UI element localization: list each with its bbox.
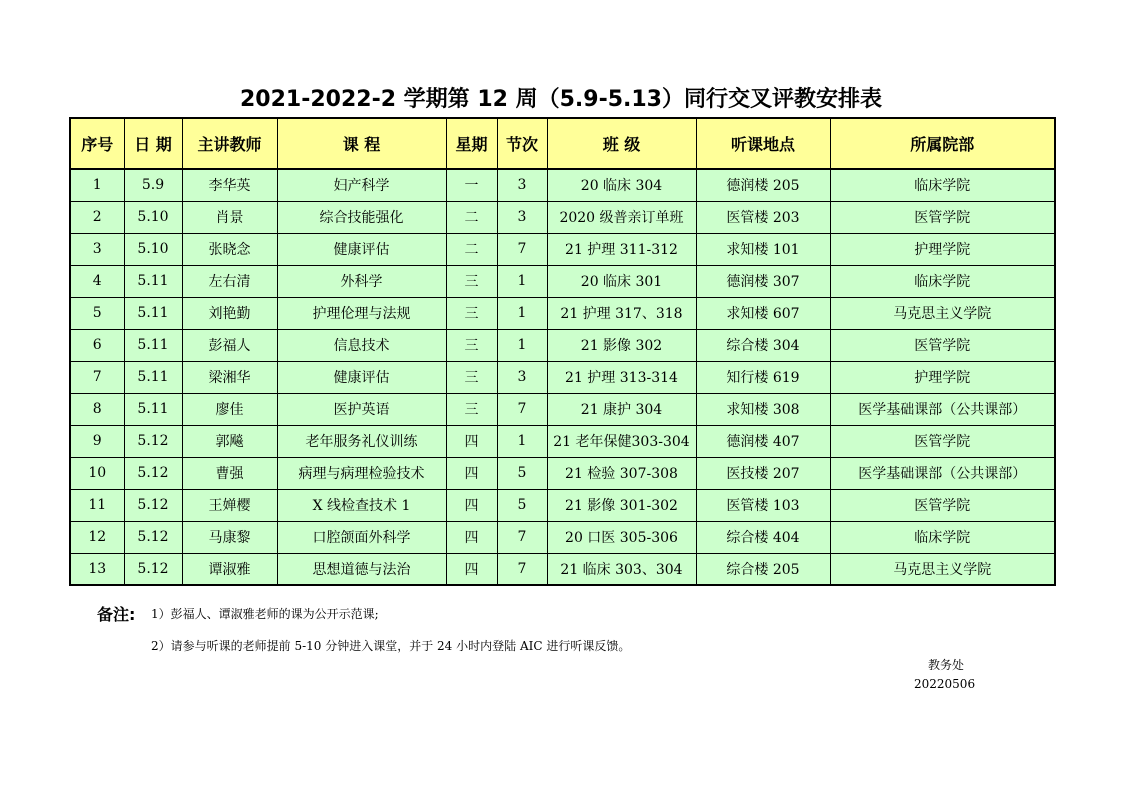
cell-course: 病理与病理检验技术 [277, 457, 446, 489]
cell-weekday: 三 [446, 361, 497, 393]
table-row [70, 201, 1055, 233]
cell-course: 思想道德与法治 [277, 553, 446, 585]
cell-department: 临床学院 [830, 265, 1055, 297]
cell-index: 7 [70, 361, 124, 393]
cell-date: 5.11 [124, 329, 182, 361]
cell-class: 20 临床 301 [547, 265, 696, 297]
cell-weekday: 四 [446, 489, 497, 521]
header-course: 课 程 [277, 118, 446, 169]
cell-department: 医学基础课部（公共课部） [830, 393, 1055, 425]
note-item-2: 2）请参与听课的老师提前 5-10 分钟进入课堂，并于 24 小时内登陆 AIC 进行听课反馈。 [151, 639, 631, 653]
cell-teacher: 左右清 [182, 265, 277, 297]
cell-index: 3 [70, 233, 124, 265]
table-row [70, 553, 1055, 585]
cell-date: 5.9 [124, 169, 182, 201]
header-location: 听课地点 [696, 118, 830, 169]
cell-weekday: 四 [446, 553, 497, 585]
cell-location: 医管楼 203 [696, 201, 830, 233]
cell-period: 3 [497, 361, 547, 393]
table-row [70, 489, 1055, 521]
cell-location: 医管楼 103 [696, 489, 830, 521]
cell-weekday: 三 [446, 265, 497, 297]
cell-department: 马克思主义学院 [830, 553, 1055, 585]
header-index: 序号 [70, 118, 124, 169]
cell-department: 护理学院 [830, 233, 1055, 265]
cell-period: 5 [497, 457, 547, 489]
cell-department: 医管学院 [830, 489, 1055, 521]
issue-date: 20220506 [914, 677, 976, 691]
cell-period: 7 [497, 233, 547, 265]
cell-class: 21 护理 313-314 [547, 361, 696, 393]
header-teacher: 主讲教师 [182, 118, 277, 169]
cell-class: 21 临床 303、304 [547, 553, 696, 585]
cell-date: 5.12 [124, 425, 182, 457]
header-date: 日 期 [124, 118, 182, 169]
cell-location: 综合楼 404 [696, 521, 830, 553]
cell-index: 10 [70, 457, 124, 489]
cell-period: 1 [497, 265, 547, 297]
cell-location: 求知楼 607 [696, 297, 830, 329]
cell-weekday: 四 [446, 425, 497, 457]
cell-index: 13 [70, 553, 124, 585]
cell-index: 12 [70, 521, 124, 553]
cell-class: 21 护理 317、318 [547, 297, 696, 329]
cell-weekday: 二 [446, 201, 497, 233]
cell-teacher: 肖景 [182, 201, 277, 233]
cell-period: 7 [497, 553, 547, 585]
cell-index: 9 [70, 425, 124, 457]
table-row [70, 393, 1055, 425]
cell-index: 2 [70, 201, 124, 233]
cell-department: 医管学院 [830, 425, 1055, 457]
cell-class: 21 护理 311-312 [547, 233, 696, 265]
table-row [70, 425, 1055, 457]
cell-course: 医护英语 [277, 393, 446, 425]
cell-period: 5 [497, 489, 547, 521]
cell-index: 6 [70, 329, 124, 361]
cell-course: X 线检查技术 1 [277, 489, 446, 521]
cell-class: 21 检验 307-308 [547, 457, 696, 489]
cell-date: 5.12 [124, 553, 182, 585]
cell-department: 医管学院 [830, 329, 1055, 361]
header-weekday: 星期 [446, 118, 497, 169]
cell-class: 21 老年保健303-304 [547, 425, 696, 457]
cell-date: 5.11 [124, 297, 182, 329]
cell-weekday: 一 [446, 169, 497, 201]
cell-course: 外科学 [277, 265, 446, 297]
table-row [70, 233, 1055, 265]
cell-period: 3 [497, 169, 547, 201]
cell-teacher: 刘艳勤 [182, 297, 277, 329]
cell-index: 11 [70, 489, 124, 521]
cell-teacher: 谭淑雅 [182, 553, 277, 585]
cell-location: 综合楼 205 [696, 553, 830, 585]
cell-course: 妇产科学 [277, 169, 446, 201]
cell-course: 信息技术 [277, 329, 446, 361]
cell-department: 临床学院 [830, 169, 1055, 201]
cell-index: 4 [70, 265, 124, 297]
table-row [70, 169, 1055, 201]
cell-index: 1 [70, 169, 124, 201]
cell-date: 5.11 [124, 361, 182, 393]
issuer: 教务处 [928, 658, 965, 672]
cell-department: 医学基础课部（公共课部） [830, 457, 1055, 489]
cell-location: 求知楼 101 [696, 233, 830, 265]
cell-course: 口腔颌面外科学 [277, 521, 446, 553]
table-row [70, 361, 1055, 393]
cell-class: 21 影像 301-302 [547, 489, 696, 521]
cell-period: 1 [497, 329, 547, 361]
cell-date: 5.11 [124, 265, 182, 297]
cell-period: 7 [497, 521, 547, 553]
cell-teacher: 李华英 [182, 169, 277, 201]
cell-period: 7 [497, 393, 547, 425]
cell-teacher: 马康黎 [182, 521, 277, 553]
table-row [70, 265, 1055, 297]
header-period: 节次 [497, 118, 547, 169]
cell-index: 5 [70, 297, 124, 329]
cell-weekday: 四 [446, 457, 497, 489]
cell-teacher: 廖佳 [182, 393, 277, 425]
cell-weekday: 三 [446, 393, 497, 425]
cell-department: 马克思主义学院 [830, 297, 1055, 329]
cell-class: 20 口医 305-306 [547, 521, 696, 553]
header-row [70, 118, 1055, 169]
header-class: 班 级 [547, 118, 696, 169]
table-row [70, 297, 1055, 329]
cell-period: 3 [497, 201, 547, 233]
cell-date: 5.12 [124, 489, 182, 521]
cell-weekday: 三 [446, 297, 497, 329]
cell-course: 健康评估 [277, 361, 446, 393]
cell-teacher: 王婵樱 [182, 489, 277, 521]
table-row [70, 521, 1055, 553]
cell-course: 护理伦理与法规 [277, 297, 446, 329]
cell-location: 知行楼 619 [696, 361, 830, 393]
cell-date: 5.10 [124, 233, 182, 265]
cell-date: 5.12 [124, 457, 182, 489]
cell-teacher: 梁湘华 [182, 361, 277, 393]
cell-location: 德润楼 205 [696, 169, 830, 201]
cell-department: 医管学院 [830, 201, 1055, 233]
cell-location: 综合楼 304 [696, 329, 830, 361]
cell-location: 医技楼 207 [696, 457, 830, 489]
cell-course: 老年服务礼仪训练 [277, 425, 446, 457]
cell-location: 德润楼 307 [696, 265, 830, 297]
cell-period: 1 [497, 297, 547, 329]
notes-label: 备注: [97, 605, 136, 624]
cell-class: 21 影像 302 [547, 329, 696, 361]
cell-date: 5.11 [124, 393, 182, 425]
cell-teacher: 彭福人 [182, 329, 277, 361]
cell-class: 21 康护 304 [547, 393, 696, 425]
cell-period: 1 [497, 425, 547, 457]
cell-location: 求知楼 308 [696, 393, 830, 425]
page-title: 2021-2022-2 学期第 12 周（5.9-5.13）同行交叉评教安排表 [239, 87, 882, 112]
cell-teacher: 张晓念 [182, 233, 277, 265]
cell-location: 德润楼 407 [696, 425, 830, 457]
cell-weekday: 三 [446, 329, 497, 361]
cell-date: 5.10 [124, 201, 182, 233]
cell-index: 8 [70, 393, 124, 425]
cell-weekday: 二 [446, 233, 497, 265]
schedule-table [69, 117, 1056, 586]
table-row [70, 457, 1055, 489]
cell-course: 综合技能强化 [277, 201, 446, 233]
cell-class: 20 临床 304 [547, 169, 696, 201]
note-item-1: 1）彭福人、谭淑雅老师的课为公开示范课; [151, 607, 379, 621]
cell-class: 2020 级普亲订单班 [547, 201, 696, 233]
cell-department: 护理学院 [830, 361, 1055, 393]
cell-date: 5.12 [124, 521, 182, 553]
table-row [70, 329, 1055, 361]
cell-department: 临床学院 [830, 521, 1055, 553]
header-department: 所属院部 [830, 118, 1055, 169]
cell-course: 健康评估 [277, 233, 446, 265]
cell-teacher: 曹强 [182, 457, 277, 489]
cell-teacher: 郭飚 [182, 425, 277, 457]
cell-weekday: 四 [446, 521, 497, 553]
